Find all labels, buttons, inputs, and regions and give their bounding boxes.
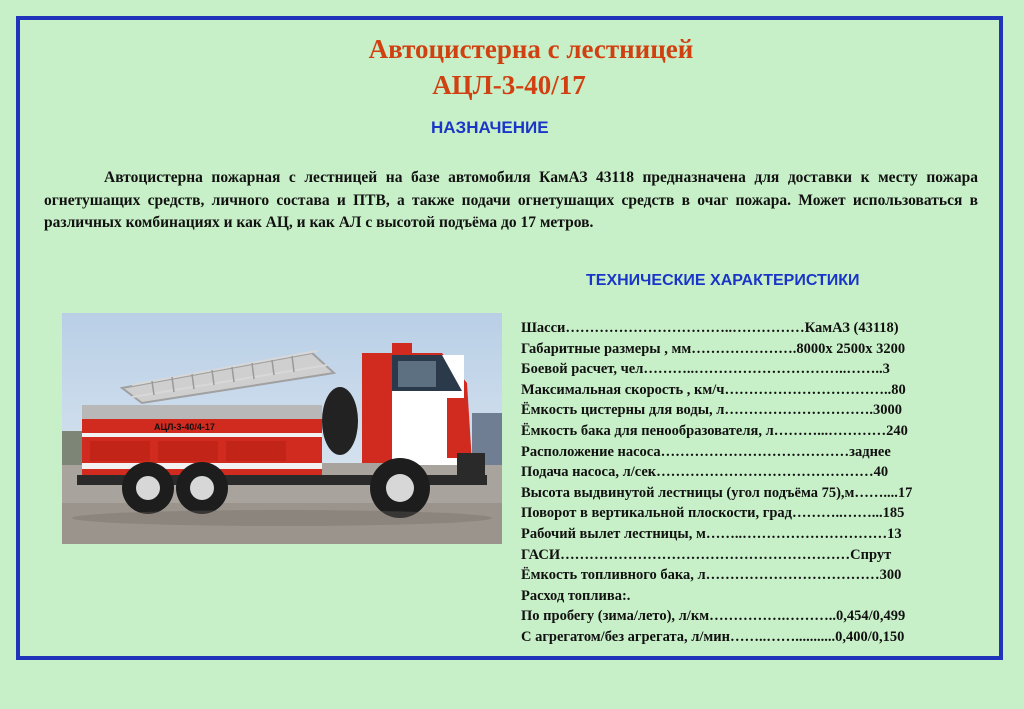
spec-item: Габаритные размеры , мм………………….8000х 2500х 3200: [521, 340, 906, 357]
title-line-1: Автоцистерна с лестницей: [368, 34, 694, 64]
specs-heading: ТЕХНИЧЕСКИЕ ХАРАКТЕРИСТИКИ: [586, 272, 860, 289]
truck-label: АЦЛ-3-40/4-17: [154, 422, 215, 432]
spec-item: Подача насоса, л/сек………………………………………40: [521, 464, 889, 481]
spec-item: По пробегу (зима/лето), л/км…………….………..0,454/0,499: [521, 608, 906, 625]
spec-item: Поворот в вертикальной плоскости, град………..……...185: [521, 505, 905, 522]
spec-item: Ёмкость топливного бака, л………………………………300: [521, 567, 902, 584]
spec-item: Боевой расчет, чел………..…………………………..……..3: [521, 361, 890, 378]
spec-item: С агрегатом/без агрегата, л/мин……..……...........0,400/0,150: [521, 628, 905, 645]
specs-list: [521, 318, 991, 648]
spec-item: Максимальная скорость , км/ч……………………………..80: [521, 381, 906, 398]
spec-item: Расположение насоса…………………………………заднее: [521, 443, 891, 460]
purpose-heading: НАЗНАЧЕНИЕ: [431, 118, 549, 137]
fire-truck-photo: [62, 313, 502, 544]
spec-item: Ёмкость бака для пенообразователя, л………...…………240: [521, 422, 908, 439]
spec-item: Расход топлива:.: [521, 587, 631, 604]
spec-item: Высота выдвинутой лестницы (угол подъёма 75),м……....17: [521, 484, 913, 501]
spec-item: Рабочий вылет лестницы, м……..…………………………13: [521, 525, 902, 542]
title-line-2: АЦЛ-3-40/17: [432, 70, 586, 100]
spec-item: Ёмкость цистерны для воды, л………………………….3000: [521, 402, 903, 419]
spec-item: ГАСИ……………………………………………………Спрут: [521, 546, 892, 563]
fire-truck-illustration: [62, 313, 502, 544]
spec-item: Шасси……………………………..……………КамАЗ (43118): [521, 320, 899, 336]
purpose-text: Автоцистерна пожарная с лестницей на базе автомобиля КамАЗ 43118 предназначена для доставки к месту пожара огнетушащих средств, личного состава и ПТВ, а также подачи огнетушащих средств в очаг пожара. Может использоваться в различных комбинациях и как АЦ, и как АЛ с высотой подъёма до 17 метров.: [44, 169, 978, 231]
